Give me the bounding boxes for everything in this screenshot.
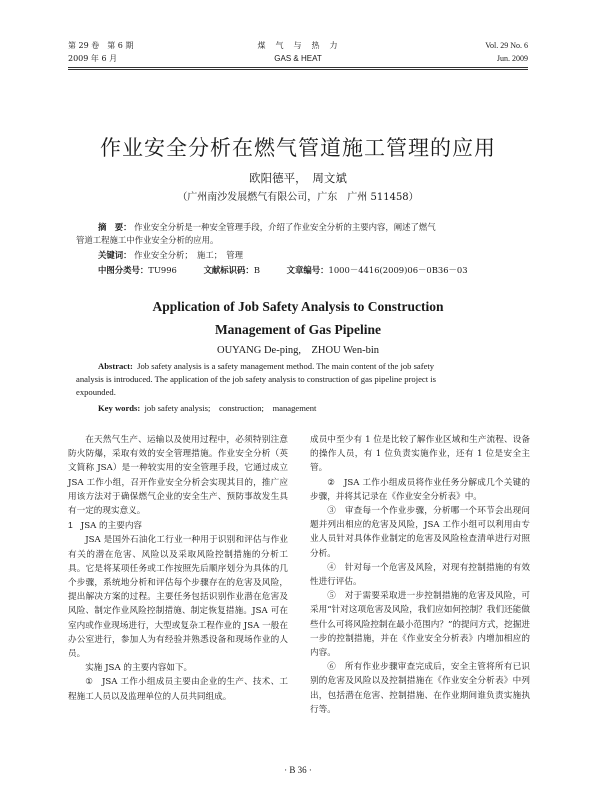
abstract-en-text-cont: analysis is introduced. The application of the job safety analysis to construction of gas pipeline project is [76, 374, 436, 384]
abstract-zh-text-cont: 管道工程施工中作业安全分析的应用。 [76, 235, 219, 245]
doc-code-value: B [253, 265, 260, 275]
header-volume-issue: 第 29 卷 第 6 期 [68, 41, 134, 50]
keywords-en [76, 402, 526, 415]
authors-en: OUYANG De-ping, ZHOU Wen-bin [217, 345, 379, 356]
doc-code-label: 文献标识码： [203, 265, 254, 275]
header-rule [68, 67, 528, 68]
header-date: 2009 年 6 月 [68, 54, 118, 63]
clc-label: 中图分类号： [98, 265, 149, 275]
keywords-en-label: Key words: [98, 403, 141, 413]
section-number: 1 [68, 520, 73, 531]
header-volume-en: Vol. 29 No. 6 [485, 41, 528, 50]
body-paragraph: 实施 JSA 的主要内容如下。 [85, 663, 193, 674]
affiliation-zh: （广州南沙发展燃气有限公司，广东 广州 511458） [177, 192, 419, 203]
header-journal-name-en: GAS & HEAT [274, 54, 322, 63]
article-no-value: 1000－4416(2009)06－0B36－03 [328, 265, 468, 275]
clc-value: TU996 [148, 265, 177, 275]
paper-title-en-line1: Application of Job Safety Analysis to Construction [152, 299, 444, 314]
paper-title-en-line2: Management of Gas Pipeline [214, 322, 382, 337]
abstract-en-label: Abstract: [98, 361, 133, 371]
paper-title-zh: 作业安全分析在燃气管道施工管理的应用 [100, 136, 496, 160]
keywords-en-text: job safety analysis; construction; management [144, 403, 317, 413]
section-heading-1 [68, 518, 288, 533]
body-right-column [310, 433, 530, 717]
body-paragraph: 在天然气生产、运输以及使用过程中，必须特别注意防火防爆，采取有效的安全管理措施。作业安全分析（英文简称 JSA）是一种较实用的安全管理手段，它通过成立 JSA 工作小组，召开作业安全分析会实现其目的，推广应用该方法对于确保燃气企业的安全生产、预防事故发生具有一定的现实意义。 [68, 435, 288, 517]
keywords-zh-text: 作业安全分析； 施工； 管理 [134, 250, 244, 260]
article-no-label: 文章编号： [286, 265, 329, 275]
page-number: · B 36 · [284, 765, 312, 775]
abstract-en-text-end: expounded. [76, 387, 116, 397]
header-date-en: Jun. 2009 [496, 54, 528, 63]
body-paragraph: ① JSA 工作小组成员主要由企业的生产、技术、工程施工人员以及监理单位的人员共同组成。 [68, 677, 288, 702]
abstract-en [76, 360, 526, 415]
abstract-zh-text: 作业安全分析是一种安全管理手段，介绍了作业安全分析的主要内容，阐述了燃气 [134, 222, 436, 232]
authors-zh: 欧阳德平， 周文斌 [249, 171, 347, 185]
abstract-zh-label: 摘 要： [98, 222, 132, 232]
body-paragraph: JSA 是国外石油化工行业一种用于识别和评估与作业有关的潜在危害、风险以及采取风险控制措施的分析工具。它是将某项任务或工作按照先后顺序划分为具体的几个步骤，系统地分析和评估每个步骤存在的危害及风险，提出解决方案的过程。主要任务包括识别作业潜在危害及风险、制定作业风险控制措施、制定恢复措施。JSA 可在室内或作业现场进行，大型或复杂工程作业的 JSA 一般在办公室进行，参加人为有经验并熟悉设备和现场作业的人员。 [68, 535, 288, 660]
keywords-zh-label: 关键词： [98, 250, 132, 260]
body-paragraph: 成员中至少有 1 位是比较了解作业区域和生产流程、设备的操作人员，有 1 位负责实施作业，还有 1 位是安全主管。 [310, 435, 530, 474]
header-journal-name: 煤 气 与 热 力 [257, 41, 339, 50]
header-rule-thin [68, 69, 528, 70]
body-left-column [68, 433, 288, 704]
abstract-zh [76, 221, 526, 277]
classification-line [76, 264, 526, 277]
abstract-en-text: Job safety analysis is a safety management method. The main content of the job safety [137, 361, 435, 371]
body-paragraph: ② JSA 工作小组成员将作业任务分解成几个关键的步骤，并将其记录在《作业安全分析表》中。 [310, 477, 530, 502]
body-paragraph: ⑤ 对于需要采取进一步控制措施的危害及风险，可采用“针对这项危害及风险，我们应如何控制？我们还能做些什么可将风险控制在最小范围内？”的提问方式，挖掘进一步的控制措施，并在《作业安全分析表》内增加相应的内容。 [310, 591, 530, 659]
keywords-zh [76, 249, 526, 262]
body-paragraph: ④ 针对每一个危害及风险，对现有控制措施的有效性进行评估。 [310, 562, 530, 588]
body-paragraph: ③ 审查每一个作业步骤，分析哪一个环节会出现问题并列出相应的危害及风险，JSA 工作小组可以利用由专业人员针对具体作业制定的危害及风险检查清单进行对照分析。 [310, 506, 530, 559]
body-paragraph: ⑥ 所有作业步骤审查完成后，安全主管将所有已识别的危害及风险以及控制措施在《作业安全分析表》中列出，包括潜在危害、控制措施、在作业期间谁负责实施执行等。 [310, 662, 530, 715]
section-title: JSA 的主要内容 [80, 521, 143, 532]
